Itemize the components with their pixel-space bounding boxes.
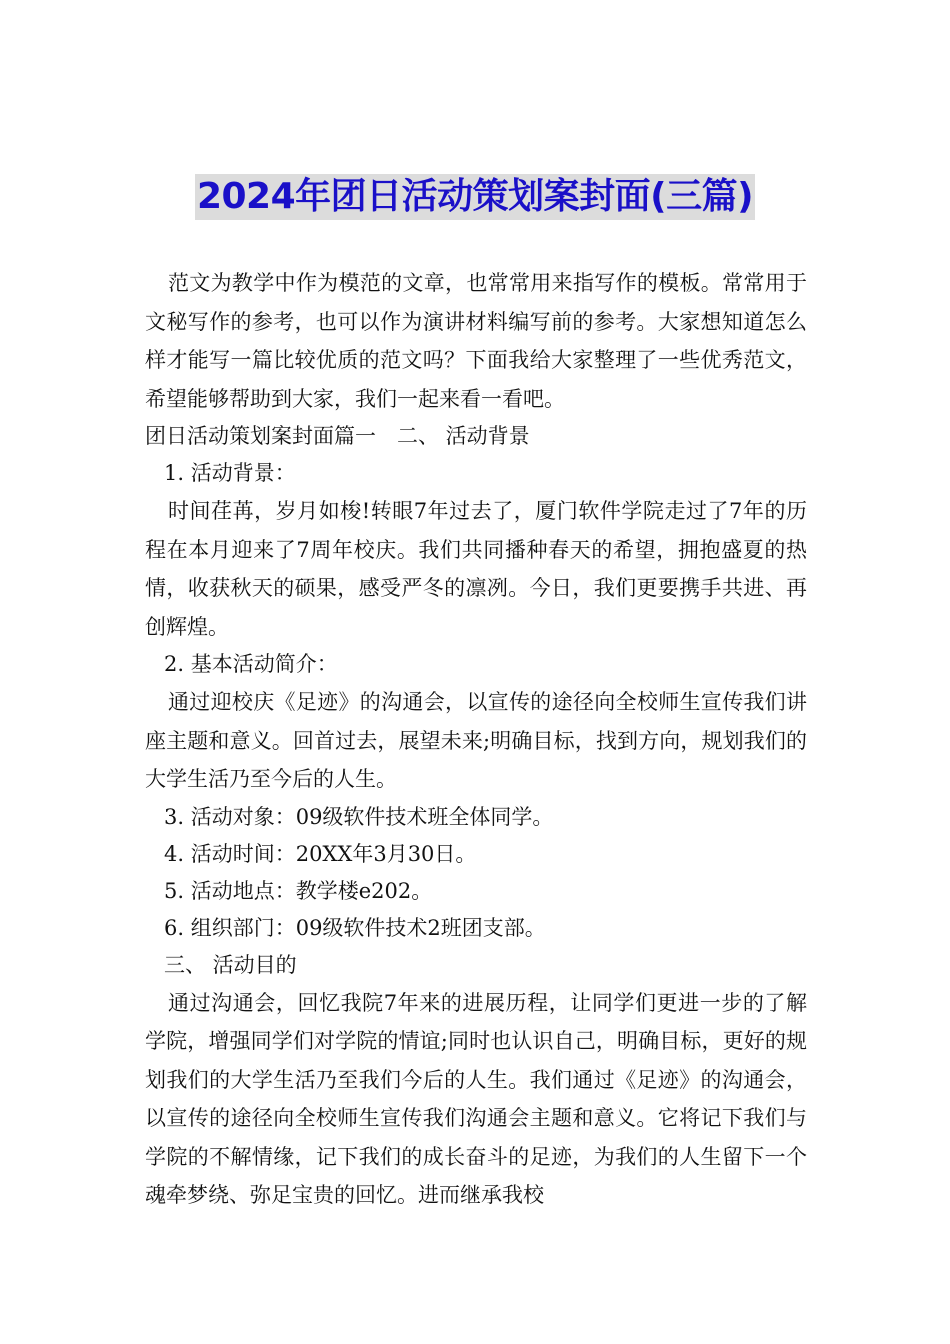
section3-heading: 三、 活动目的 xyxy=(164,952,297,977)
section-heading: 团日活动策划案封面篇一 二、 活动背景 xyxy=(145,424,530,448)
item1-paragraph: 时间荏苒，岁月如梭!转眼7年过去了，厦门软件学院走过了7年的历程在本月迎来了7周年校庆。我们共同播种春天的希望，拥抱盛夏的热情，收获秋天的硕果，感受严冬的凛冽。今日，我们更要携手共进、再创辉煌。 xyxy=(145,499,807,639)
section3-paragraph: 通过沟通会，回忆我院7年来的进展历程，让同学们更进一步的了解学院，增强同学们对学院的情谊;同时也认识自己，明确目标，更好的规划我们的大学生活乃至我们今后的人生。我们通过《足迹》的沟通会，以宣传的途径向全校师生宣传我们沟通会主题和意义。它将记下我们与学院的不解情缘，记下我们的成长奋斗的足迹，为我们的人生留下一个魂牵梦绕、弥足宝贵的回忆。进而继承我校 xyxy=(145,990,807,1207)
intro-paragraph: 范文为教学中作为模范的文章，也常常用来指写作的模板。常常用于文秘写作的参考，也可以作为演讲材料编写前的参考。大家想知道怎么样才能写一篇比较优质的范文吗？下面我给大家整理了一些优秀范文，希望能够帮助到大家，我们一起来看一看吧。 xyxy=(145,271,807,411)
document-title: 2024年团日活动策划案封面(三篇) xyxy=(195,174,755,220)
item4-line: 4. 活动时间：20XX年3月30日。 xyxy=(164,841,477,866)
item2-paragraph: 通过迎校庆《足迹》的沟通会，以宣传的途径向全校师生宣传我们讲座主题和意义。回首过去，展望未来;明确目标，找到方向，规划我们的大学生活乃至今后的人生。 xyxy=(145,690,807,791)
item2-label: 2. 基本活动简介： xyxy=(164,652,338,676)
item3-line: 3. 活动对象：09级软件技术班全体同学。 xyxy=(164,804,554,829)
item1-label: 1. 活动背景： xyxy=(164,461,296,485)
item5-line: 5. 活动地点：教学楼e202。 xyxy=(164,878,433,903)
item6-line: 6. 组织部门：09级软件技术2班团支部。 xyxy=(164,915,546,940)
document-title-wrapper xyxy=(0,174,950,220)
document-body xyxy=(145,264,807,1215)
